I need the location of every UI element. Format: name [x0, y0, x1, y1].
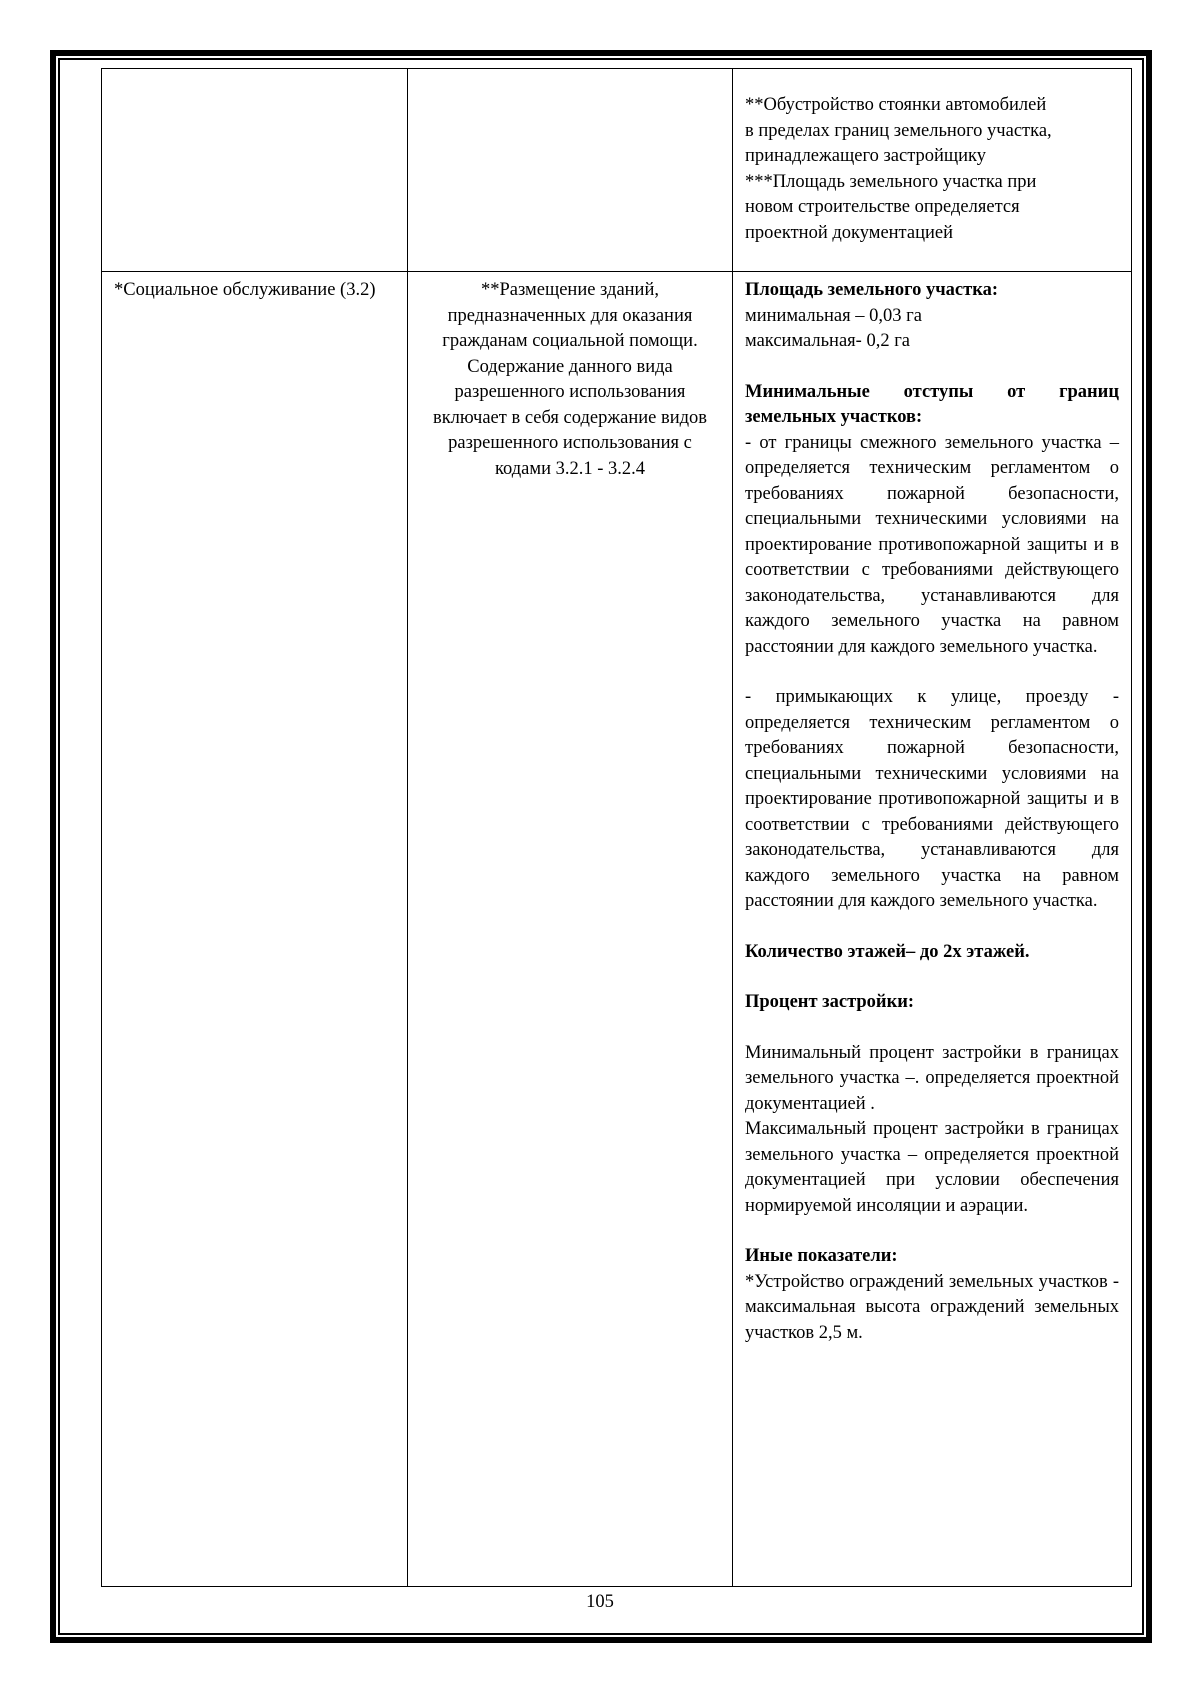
parameters-cell	[733, 272, 1132, 1587]
area-heading: Площадь земельного участка:	[745, 280, 999, 300]
setback-street: - примыкающих к улице, проезду - определяется техническим регламентом о требованиях пожарной безопасности, специальными техническими условиями на проектирование противопожарной защиты и в соответствии с требованиями действующего законодательства, устанавливаются для каждого земельного участка на равном расстоянии для каждого земельного участка.	[745, 687, 1119, 911]
page-number: 105	[586, 1592, 614, 1612]
land-use-type-cell	[102, 272, 408, 1587]
note-line: проектной документацией	[745, 222, 953, 243]
area-min: минимальная – 0,03 га	[745, 305, 922, 326]
note-line: принадлежащего застройщику	[745, 146, 987, 166]
table-row	[102, 69, 1132, 272]
regulations-table	[101, 68, 1132, 1587]
note-line: в пределах границ земельного участка,	[745, 120, 1052, 141]
table-cell-empty	[408, 69, 733, 272]
parking-notes-cell	[733, 69, 1132, 272]
table-row	[102, 272, 1132, 1587]
other-text: *Устройство ограждений земельных участков - максимальная высота ограждений земельных участков 2,5 м.	[745, 1271, 1119, 1343]
setbacks-heading: Минимальные отступы от границ земельных участков:	[745, 381, 1119, 427]
land-use-description-cell	[408, 272, 733, 1587]
floors-limit: Количество этажей– до 2х этажей.	[745, 941, 1030, 962]
land-use-description: **Размещение зданий, предназначенных для оказания гражданам социальной помощи. Содержание данного вида разрешенного использования включает в себя содержание видов разрешенного использования с кодами 3.2.1 - 3.2.4	[432, 280, 708, 479]
setback-adjacent: - от границы смежного земельного участка – определяется техническим регламентом о требованиях пожарной безопасности, специальными техническими условиями на проектирование противопожарной защиты и в соответствии с требованиями действующего законодательства, устанавливаются для каждого земельного участка на равном расстоянии для каждого земельного участка.	[745, 432, 1119, 657]
table-cell-empty	[102, 69, 408, 272]
coverage-heading: Процент застройки:	[745, 992, 915, 1012]
note-line: ***Площадь земельного участка при	[745, 171, 1037, 192]
note-line: **Обустройство стоянки автомобилей	[745, 95, 1047, 115]
coverage-min: Минимальный процент застройки в границах земельного участка –. определяется проектной документацией .	[745, 1042, 1119, 1114]
note-line: новом строительстве определяется	[745, 197, 1020, 217]
coverage-max: Максимальный процент застройки в границах земельного участка – определяется проектной документацией при условии обеспечения нормируемой инсоляции и аэрации.	[745, 1119, 1119, 1216]
land-use-type: *Социальное обслуживание (3.2)	[114, 280, 376, 300]
other-heading: Иные показатели:	[745, 1246, 898, 1266]
area-max: максимальная- 0,2 га	[745, 331, 911, 351]
